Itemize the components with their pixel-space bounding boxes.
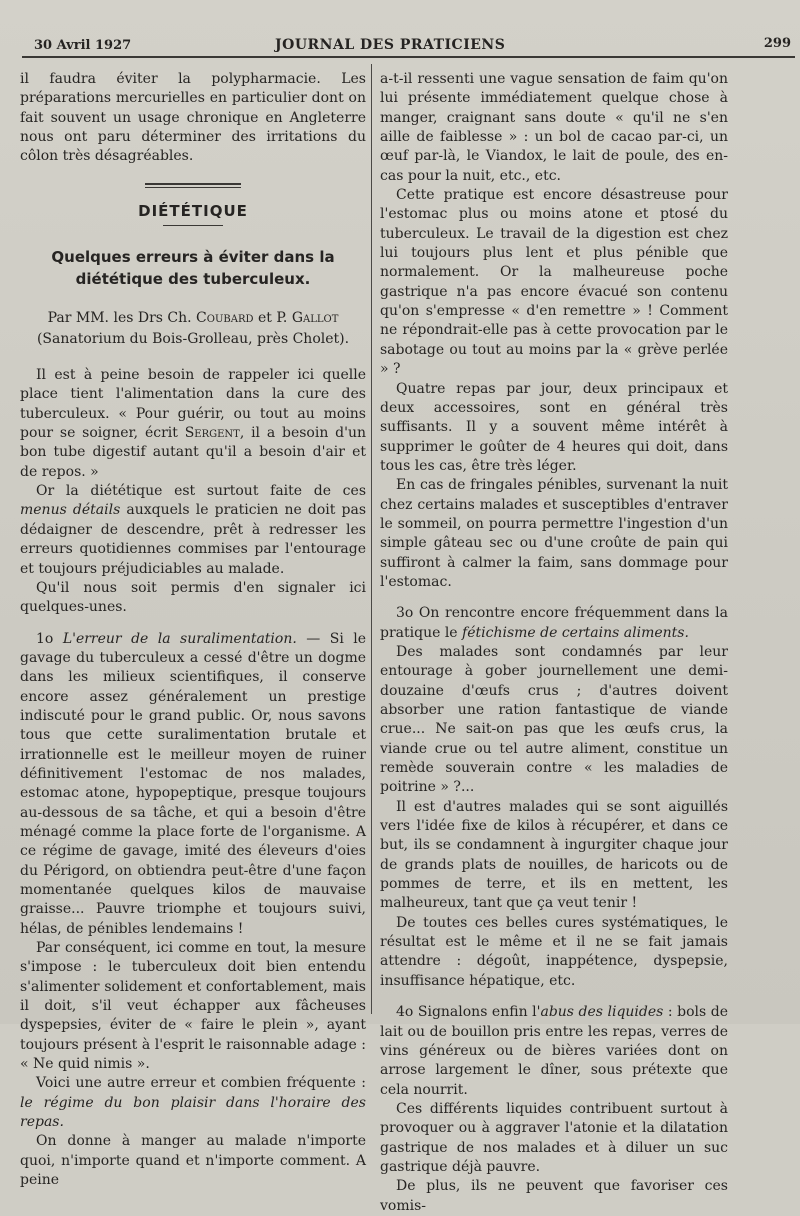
intro-paragraph: il faudra éviter la polypharmacie. Les préparations mercurielles en particulier dont on fait souvent un usage chronique en Angleterre nous ont paru déterminer des irritations du côlon très désagréables. [20,71,366,165]
paragraph: a-t-il ressenti une vague sensation de faim qu'on lui présente immédiatement quelque chose à manger, craignant sans doute « qu'il ne s'en aille de faiblesse » : un bol de cacao par-ci, un œuf par-là, le Viandox, le lait de poule, des en-cas pour la nuit, etc., etc. [380,71,728,184]
section-title: DIÉTÉTIQUE [138,201,248,220]
byline-prefix: Par MM. les Drs Ch. [47,310,192,327]
left-column [20,70,366,1191]
journal-title: JOURNAL DES PRATICIENS [275,37,506,53]
byline-and: et P. [257,310,288,327]
paragraph: 3o On rencontre encore fréquemment dans la pratique le fétichisme de certains aliments. [380,605,728,641]
paragraph: Voici une autre erreur et combien fréquente : le régime du bon plaisir dans l'horaire des repas. [20,1075,366,1131]
emphasis: L'erreur de la suralimentation. [62,630,297,647]
paragraph: 1o L'erreur de la suralimentation. — Si le gavage du tuberculeux a cessé d'être un dogme dans les milieux scientifiques, il conserve encore assez généralement un prestige indiscuté pour le grand public. Or, nous savons tous que cette suralimentation brutale et irrationnelle est le meilleur moyen de ruiner définitivement l'estomac de nos malades, estomac atone, hypopeptique, presque toujours au-dessous de sa tâche, et qui a besoin d'être ménagé comme la place forte de l'organisme. A ce régime de gavage, imité des éleveurs d'oies du Périgord, on obtiendra peut-être d'une façon momentanée quelques kilos de mauvaise graisse... Pauvre triomphe et toujours suivi, hélas, de pénibles lendemains ! [20,630,367,937]
cited-author: Sergent [184,425,240,442]
column-divider [371,64,372,1014]
paragraph: Il est d'autres malades qui se sont aiguillés vers l'idée fixe de kilos à récupérer, et dans ce but, ils se condamnent à ingurgiter chaque jour de grands plats de nouilles, de haricots ou de pommes de terre, et ils en mettent, les malheureux, tant que ça veut tenir ! [380,798,728,912]
paragraph: Des malades sont condamnés par leur entourage à gober journellement une demi-douzaine d'œufs crus ; d'autres doivent absorber une ration fantastique de viande crue... Ne sait-on pas que les œufs crus, la viande crue ou tel autre aliment, constitue un remède souverain contre « les maladies de poitrine » ?... [380,643,728,796]
byline [20,308,366,350]
paragraph: On donne à manger au malade n'importe quoi, n'importe quand et n'importe comment. A peine [20,1133,366,1189]
paragraph: De toutes ces belles cures systématiques, le résultat est le même et il ne se fait jamais attendre : dégoût, inappétence, dyspepsie, insuffisance hépatique, etc. [380,914,728,989]
emphasis: fétichisme de certains aliments. [462,624,689,641]
paragraph: Il est à peine besoin de rappeler ici quelle place tient l'alimentation dans la cure des tuberculeux. « Pour guérir, ou tout au moins pour se soigner, écrit Sergent, il a besoin d'un bon tube digestif autant qu'il a besoin d'air et de repos. » [20,367,366,480]
paragraph: Qu'il nous soit permis d'en signaler ici quelques-unes. [20,579,366,616]
paragraph: Par conséquent, ici comme en tout, la mesure s'impose : le tuberculeux doit bien entendu s'alimenter solidement et confortablement, mais il doit, s'il veut échapper aux fâcheuses dyspepsies, éviter de « faire le plein », ayant toujours présent à l'esprit le raisonnable adage : « Ne quid nimis ». [20,940,366,1073]
header-date: 30 Avril 1927 [34,38,132,53]
article-title: Quelques erreurs à éviter dans la diététique des tuberculeux. [51,248,335,289]
affiliation: (Sanatorium du Bois-Grolleau, près Cholet). [36,331,350,348]
paragraph: Ces différents liquides contribuent surtout à provoquer ou à aggraver l'atonie et la dilatation gastrique de nos malades et à diluer un suc gastrique déjà pauvre. [380,1100,728,1175]
section-title-rule [163,225,223,226]
paragraph: En cas de fringales pénibles, survenant la nuit chez certains malades et susceptibles d'entraver le sommeil, on pourra permettre l'ingestion d'un simple gâteau sec ou d'une croûte de pain qui suffiront à calmer la faim, sans dommage pour l'estomac. [380,477,728,590]
page-number: 299 [763,36,791,51]
emphasis: abus des liquides [540,1004,664,1021]
paragraph: Or la diététique est surtout faite de ces menus détails auxquels le praticien ne doit pas dédaigner de descendre, prêt à redresser les erreurs quotidiennes commises par l'entourage et toujours préjudiciables au malade. [20,483,366,577]
running-header [30,34,795,56]
emphasis: le régime du bon plaisir dans l'horaire des repas. [20,1094,366,1131]
right-column [380,70,728,1216]
author-1: Coubard [196,310,254,327]
paragraph: 4o Signalons enfin l'abus des liquides : bols de lait ou de bouillon pris entre les repas, verres de vins généreux ou de bières variées dont on arrose largement le dîner, sous prétexte que cela nourrit. [380,1004,729,1098]
author-2: Gallot [291,310,339,327]
emphasis: menus détails [20,502,121,519]
section-separator [145,183,241,188]
paragraph: De plus, ils ne peuvent que favoriser ces vomis- [380,1178,728,1214]
header-rule [22,56,795,58]
paragraph: Quatre repas par jour, deux principaux et deux accessoires, sont en général très suffisants. Il y a souvent même intérêt à supprimer le goûter de 4 heures qui doit, dans tous les cas, être très léger. [380,380,728,474]
paragraph: Cette pratique est encore désastreuse pour l'estomac plus ou moins atone et ptosé du tuberculeux. Le travail de la digestion est chez lui toujours plus lent et plus pénible que normalement. Or la malheureuse poche gastrique n'a pas encore évacué son contenu qu'on s'empresse « d'en remettre » ! Comment ne répondrait-elle pas à cette provocation par le sabotage ou tout au moins par la « grève perlée » ? [380,187,728,378]
